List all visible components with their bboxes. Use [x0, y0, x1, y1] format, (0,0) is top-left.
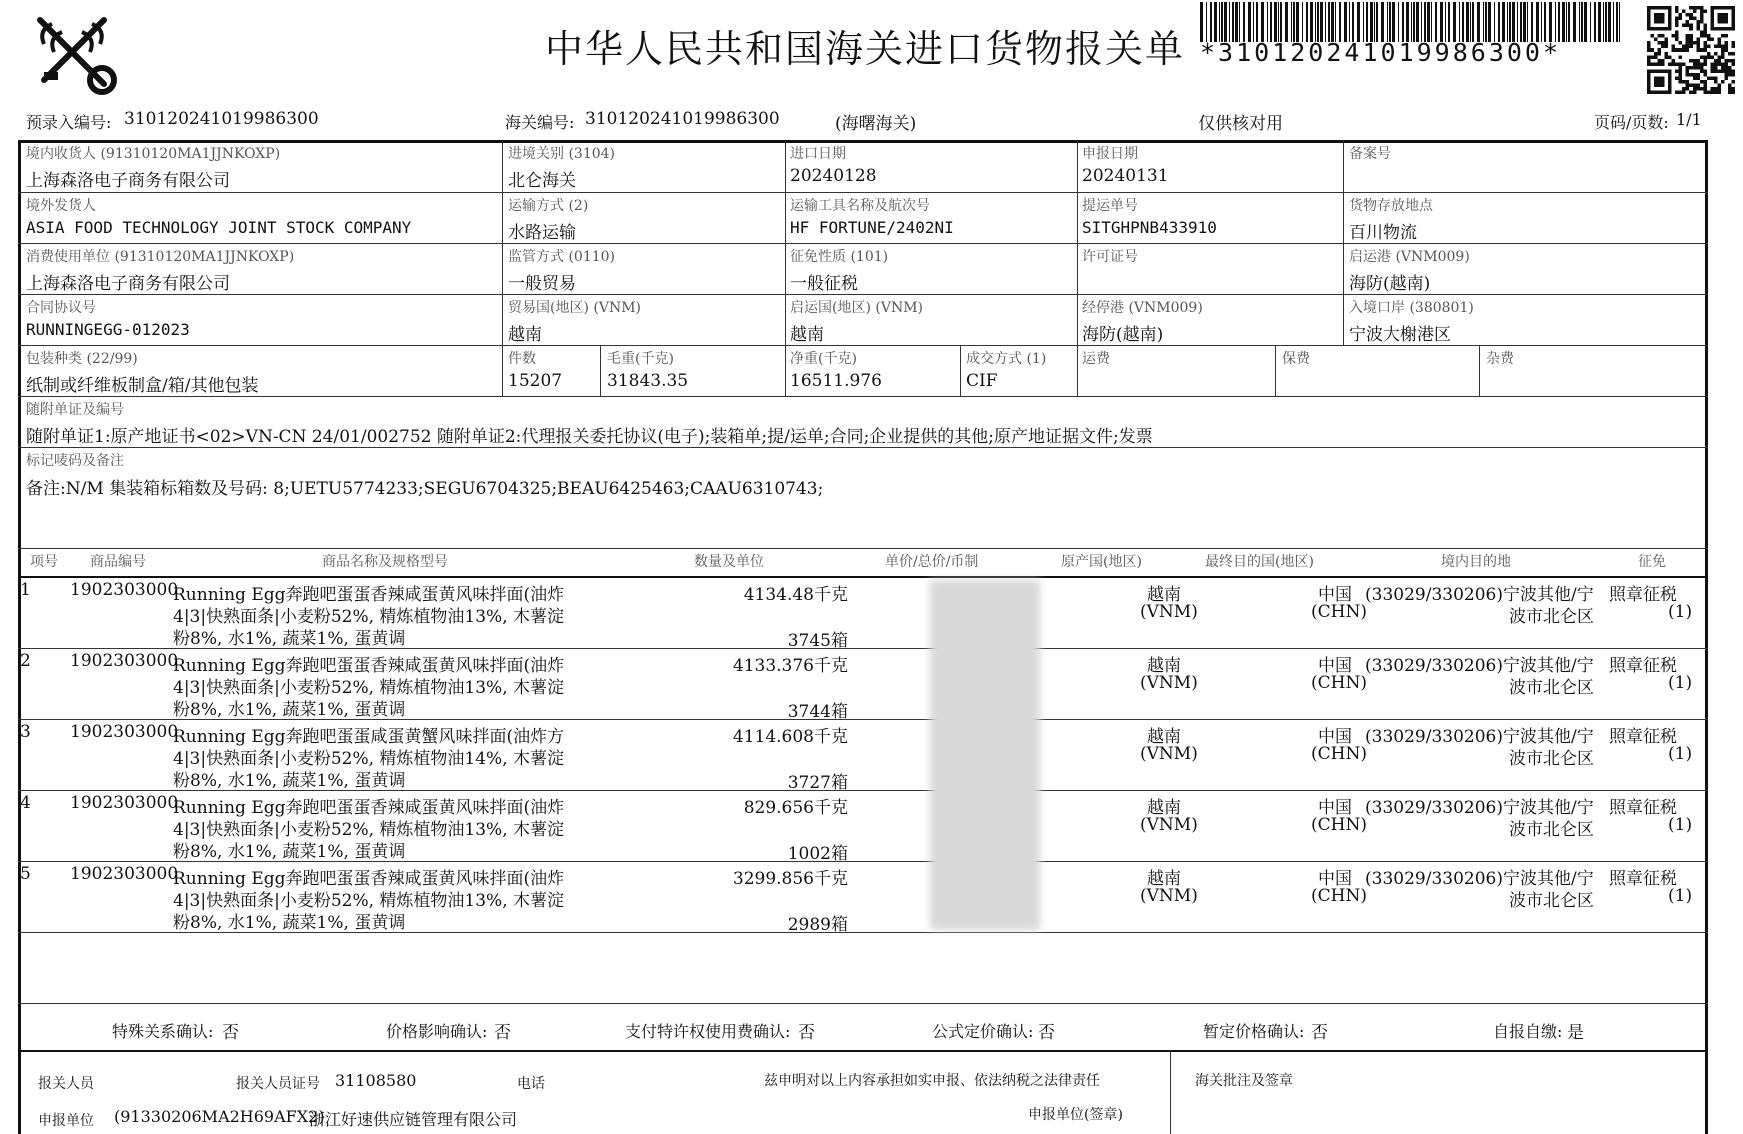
- transport-mode-label: 运输方式 (2): [508, 198, 589, 214]
- bill-label: 提运单号: [1082, 198, 1138, 214]
- goods-row-domestic-line1: (33029/330206)宁波其他/宁: [1365, 727, 1594, 747]
- qr-code-icon: [1647, 6, 1735, 94]
- declare-unit-label: 申报单位: [38, 1113, 94, 1129]
- goods-row-quantity: 4134.48千克: [743, 585, 848, 605]
- goods-row-levy: 照章征税: [1609, 869, 1677, 889]
- goods-row-domestic-line1: (33029/330206)宁波其他/宁: [1365, 585, 1594, 605]
- price-influence-value: 否: [494, 1023, 511, 1043]
- page-value: 1/1: [1676, 110, 1702, 129]
- goods-row-origin: 越南: [1147, 656, 1181, 676]
- entry-port-value: 宁波大榭港区: [1349, 325, 1451, 345]
- formula-price-label: 公式定价确认:: [932, 1022, 1034, 1041]
- goods-row-levy-code: (1): [1668, 815, 1693, 835]
- goods-row-domestic-line2: 波市北仑区: [1509, 678, 1594, 698]
- goods-row-name-line1: Running Egg奔跑吧蛋蛋香辣咸蛋黄风味拌面(油炸: [173, 798, 565, 818]
- vessel-label: 运输工具名称及航次号: [790, 198, 930, 214]
- goods-row-no: 2: [20, 651, 31, 671]
- consignee-value: 上海森洛电子商务有限公司: [26, 171, 230, 191]
- goods-row-name-line1: Running Egg奔跑吧蛋蛋香辣咸蛋黄风味拌面(油炸: [173, 585, 565, 605]
- goods-row-name-line2: 4|3|快熟面条|小麦粉52%, 精炼植物油13%, 木薯淀: [173, 607, 564, 627]
- goods-row-levy: 照章征税: [1609, 656, 1677, 676]
- bill-value: SITGHPNB433910: [1082, 218, 1217, 237]
- goods-row-origin-code: (VNM): [1140, 886, 1198, 906]
- phone-label: 电话: [517, 1076, 545, 1092]
- levy-label: 征免性质 (101): [790, 249, 889, 265]
- goods-row-destination-code: (CHN): [1311, 886, 1367, 906]
- net-weight-value: 16511.976: [790, 371, 882, 391]
- goods-row-origin-code: (VNM): [1140, 744, 1198, 764]
- goods-row-levy-code: (1): [1668, 744, 1693, 764]
- trade-country-value: 越南: [508, 325, 542, 345]
- docs-label: 随附单证及编号: [26, 402, 124, 418]
- goods-row-no: 3: [20, 722, 31, 742]
- freight-label: 运费: [1082, 351, 1110, 367]
- insurance-label: 保费: [1282, 351, 1310, 367]
- goods-row-domestic-line1: (33029/330206)宁波其他/宁: [1365, 656, 1594, 676]
- goods-row-quantity-2: 3727箱: [787, 773, 848, 793]
- goods-row-name-line3: 粉8%, 水1%, 蔬菜1%, 蛋黄调: [173, 629, 406, 649]
- goods-row-destination: 中国: [1318, 727, 1352, 747]
- vessel-value: HF FORTUNE/2402NI: [790, 218, 954, 237]
- declarer-cert-label: 报关人员证号: [236, 1076, 320, 1092]
- goods-header-levy: 征免: [1638, 554, 1666, 570]
- declare-unit-name: 浙江好速供应链管理有限公司: [309, 1110, 518, 1129]
- origin-country-value: 越南: [790, 325, 824, 345]
- goods-row-name-line3: 粉8%, 水1%, 蔬菜1%, 蛋黄调: [173, 913, 406, 933]
- royalty-value: 否: [798, 1023, 815, 1043]
- customs-sign-label: 海关批注及签章: [1195, 1073, 1293, 1089]
- gross-weight-label: 毛重(千克): [607, 351, 674, 367]
- goods-row-name-line1: Running Egg奔跑吧蛋蛋香辣咸蛋黄风味拌面(油炸: [173, 656, 565, 676]
- price-influence-label: 价格影响确认:: [386, 1022, 488, 1041]
- contract-label: 合同协议号: [26, 300, 96, 316]
- goods-row-domestic-line2: 波市北仑区: [1509, 749, 1594, 769]
- misc-fee-label: 杂费: [1486, 351, 1514, 367]
- customs-emblem-icon: [22, 2, 122, 102]
- goods-row-levy-code: (1): [1668, 673, 1693, 693]
- goods-row-levy: 照章征税: [1609, 798, 1677, 818]
- goods-row-origin: 越南: [1147, 798, 1181, 818]
- formula-price-value: 否: [1038, 1023, 1055, 1043]
- origin-country-label: 启运国(地区) (VNM): [790, 300, 923, 316]
- record-no-label: 备案号: [1349, 146, 1391, 162]
- license-label: 许可证号: [1082, 249, 1138, 265]
- verify-note: 仅供核对用: [1198, 114, 1283, 134]
- departure-port-label: 启运港 (VNM009): [1349, 249, 1470, 265]
- customs-number-label: 海关编号:: [505, 113, 575, 132]
- goods-row-no: 1: [20, 580, 31, 600]
- goods-header-destination: 最终目的国(地区): [1205, 554, 1314, 570]
- goods-row-destination-code: (CHN): [1311, 673, 1367, 693]
- shipper-value: ASIA FOOD TECHNOLOGY JOINT STOCK COMPANY: [26, 218, 412, 237]
- goods-row-code: 1902303000: [70, 864, 179, 884]
- goods-row-name-line3: 粉8%, 水1%, 蔬菜1%, 蛋黄调: [173, 700, 406, 720]
- goods-header-domestic: 境内目的地: [1441, 554, 1511, 570]
- goods-row-quantity-2: 2989箱: [787, 915, 848, 935]
- pieces-label: 件数: [508, 351, 536, 367]
- goods-row-code: 1902303000: [70, 651, 179, 671]
- declarer-cert-value: 31108580: [335, 1071, 417, 1090]
- marks-value: 备注:N/M 集装箱标箱数及号码: 8;UETU5774233;SEGU6704325;BEAU6425463;CAAU6310743;: [26, 479, 824, 499]
- goods-row-no: 4: [20, 793, 31, 813]
- goods-row-quantity-2: 3744箱: [787, 702, 848, 722]
- goods-row-code: 1902303000: [70, 793, 179, 813]
- goods-row-domestic-line1: (33029/330206)宁波其他/宁: [1365, 798, 1594, 818]
- goods-row-destination: 中国: [1318, 656, 1352, 676]
- goods-row-name-line2: 4|3|快熟面条|小麦粉52%, 精炼植物油13%, 木薯淀: [173, 820, 564, 840]
- docs-value: 随附单证1:原产地证书<02>VN-CN 24/01/002752 随附单证2:代理报关委托协议(电子);装箱单;提/运单;合同;企业提供的其他;原产地证据文件;发票: [26, 427, 1153, 447]
- entry-port-label: 入境口岸 (380801): [1349, 300, 1474, 316]
- import-date-value: 20240128: [790, 166, 877, 186]
- goods-row-code: 1902303000: [70, 722, 179, 742]
- barcode-icon: [1200, 2, 1620, 42]
- goods-row-destination: 中国: [1318, 585, 1352, 605]
- legal-statement: 兹申明对以上内容承担如实申报、依法纳税之法律责任: [764, 1073, 1100, 1089]
- deal-value: CIF: [966, 371, 998, 391]
- declare-date-label: 申报日期: [1082, 146, 1138, 162]
- goods-row-name-line3: 粉8%, 水1%, 蔬菜1%, 蛋黄调: [173, 842, 406, 862]
- gross-weight-value: 31843.35: [607, 371, 689, 391]
- goods-header-origin: 原产国(地区): [1061, 554, 1142, 570]
- port-entry-value: 北仑海关: [508, 171, 576, 191]
- goods-row-origin-code: (VNM): [1140, 815, 1198, 835]
- port-entry-label: 进境关别 (3104): [508, 146, 616, 162]
- goods-row-domestic-line2: 波市北仑区: [1509, 820, 1594, 840]
- storage-label: 货物存放地点: [1349, 198, 1433, 214]
- goods-row-origin: 越南: [1147, 727, 1181, 747]
- consumer-value: 上海森洛电子商务有限公司: [26, 274, 230, 294]
- shipper-label: 境外发货人: [26, 198, 96, 214]
- goods-row-origin: 越南: [1147, 869, 1181, 889]
- barcode-text: *310120241019986300*: [1200, 38, 1562, 67]
- customs-number: 310120241019986300: [585, 109, 780, 129]
- goods-row-destination-code: (CHN): [1311, 815, 1367, 835]
- goods-row-origin-code: (VNM): [1140, 602, 1198, 622]
- pre-entry-label: 预录入编号:: [26, 113, 112, 132]
- redacted-price-area: [930, 580, 1040, 930]
- supervision-label: 监管方式 (0110): [508, 249, 616, 265]
- marks-label: 标记唛码及备注: [26, 453, 124, 469]
- goods-row-destination-code: (CHN): [1311, 602, 1367, 622]
- transit-port-value: 海防(越南): [1082, 325, 1164, 345]
- departure-port-value: 海防(越南): [1349, 274, 1431, 294]
- goods-row-no: 5: [20, 864, 31, 884]
- import-date-label: 进口日期: [790, 146, 846, 162]
- goods-row-name-line1: Running Egg奔跑吧蛋蛋香辣咸蛋黄风味拌面(油炸: [173, 869, 565, 889]
- customs-name: (海曙海关): [835, 114, 917, 134]
- supervision-value: 一般贸易: [508, 274, 576, 294]
- contract-value: RUNNINGEGG-012023: [26, 320, 190, 339]
- document-title: 中华人民共和国海关进口货物报关单: [545, 27, 1186, 71]
- pieces-value: 15207: [508, 371, 563, 391]
- trade-country-label: 贸易国(地区) (VNM): [508, 300, 641, 316]
- goods-row-quantity-2: 1002箱: [787, 844, 848, 864]
- goods-row-levy: 照章征税: [1609, 585, 1677, 605]
- self-pay-label: 自报自缴:: [1493, 1022, 1563, 1041]
- goods-row-name-line1: Running Egg奔跑吧蛋蛋咸蛋黄蟹风味拌面(油炸方: [173, 727, 565, 747]
- goods-row-code: 1902303000: [70, 580, 179, 600]
- consignee-label: 境内收货人 (91310120MA1JJNKOXP): [26, 146, 281, 162]
- goods-row-destination-code: (CHN): [1311, 744, 1367, 764]
- goods-row-domestic-line2: 波市北仑区: [1509, 891, 1594, 911]
- declare-unit-seal: 申报单位(签章): [1028, 1107, 1123, 1123]
- levy-value: 一般征税: [790, 274, 858, 294]
- goods-row-levy-code: (1): [1668, 602, 1693, 622]
- self-pay-value: 是: [1567, 1023, 1584, 1043]
- goods-row-origin-code: (VNM): [1140, 673, 1198, 693]
- goods-row-origin: 越南: [1147, 585, 1181, 605]
- goods-row-name-line2: 4|3|快熟面条|小麦粉52%, 精炼植物油13%, 木薯淀: [173, 891, 564, 911]
- goods-row-quantity: 3299.856千克: [732, 869, 848, 889]
- goods-header-price: 单价/总价/币制: [885, 554, 979, 570]
- goods-row-quantity: 4114.608千克: [732, 727, 848, 747]
- goods-row-quantity: 4133.376千克: [732, 656, 848, 676]
- pre-entry-number: 310120241019986300: [124, 109, 319, 129]
- special-relation-label: 特殊关系确认:: [112, 1022, 214, 1041]
- provisional-price-label: 暂定价格确认:: [1203, 1022, 1305, 1041]
- goods-row-destination: 中国: [1318, 798, 1352, 818]
- special-relation-value: 否: [222, 1023, 239, 1043]
- declare-date-value: 20240131: [1082, 166, 1169, 186]
- transport-mode-value: 水路运输: [508, 223, 576, 243]
- net-weight-label: 净重(千克): [790, 351, 857, 367]
- package-value: 纸制或纤维板制盒/箱/其他包装: [26, 376, 259, 396]
- declare-unit-code: (91330206MA2H69AFX2): [114, 1107, 325, 1126]
- goods-row-levy-code: (1): [1668, 886, 1693, 906]
- goods-row-quantity: 829.656千克: [743, 798, 848, 818]
- goods-row-name-line2: 4|3|快熟面条|小麦粉52%, 精炼植物油13%, 木薯淀: [173, 678, 564, 698]
- page-label: 页码/页数:: [1594, 113, 1669, 132]
- storage-value: 百川物流: [1349, 223, 1417, 243]
- package-label: 包装种类 (22/99): [26, 351, 138, 367]
- consumer-label: 消费使用单位 (91310120MA1JJNKOXP): [26, 249, 295, 265]
- goods-header-name: 商品名称及规格型号: [322, 554, 448, 570]
- goods-header-no: 项号: [30, 554, 58, 570]
- provisional-price-value: 否: [1311, 1023, 1328, 1043]
- deal-label: 成交方式 (1): [966, 351, 1047, 367]
- goods-row-name-line3: 粉8%, 水1%, 蔬菜1%, 蛋黄调: [173, 771, 406, 791]
- royalty-label: 支付特许权使用费确认:: [625, 1022, 791, 1041]
- goods-header-code: 商品编号: [90, 554, 146, 570]
- transit-port-label: 经停港 (VNM009): [1082, 300, 1203, 316]
- goods-row-quantity-2: 3745箱: [787, 631, 848, 651]
- goods-row-destination: 中国: [1318, 869, 1352, 889]
- goods-row-levy: 照章征税: [1609, 727, 1677, 747]
- goods-row-name-line2: 4|3|快熟面条|小麦粉52%, 精炼植物油14%, 木薯淀: [173, 749, 564, 769]
- goods-header-qty: 数量及单位: [694, 554, 764, 570]
- goods-row-domestic-line2: 波市北仑区: [1509, 607, 1594, 627]
- declarer-label: 报关人员: [38, 1076, 94, 1092]
- goods-row-domestic-line1: (33029/330206)宁波其他/宁: [1365, 869, 1594, 889]
